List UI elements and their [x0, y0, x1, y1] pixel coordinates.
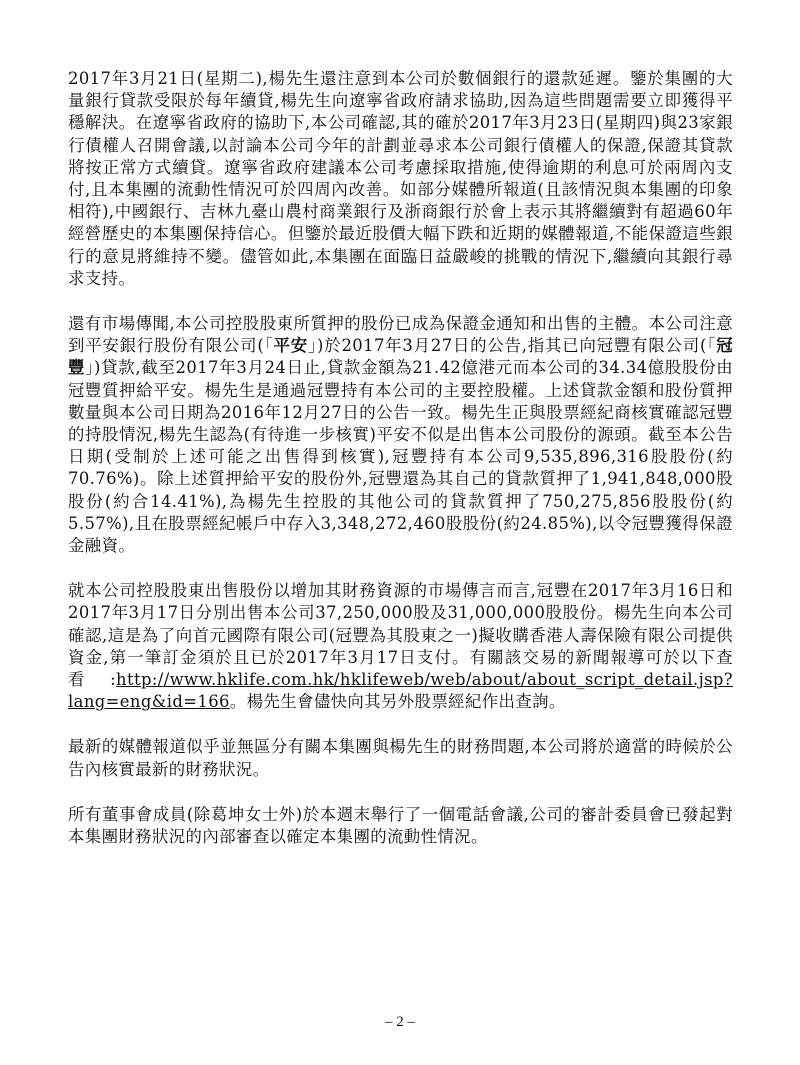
pledged-shares-text-1: 還有市場傳聞,本公司控股股東所質押的股份已成為保證金通知和出售的主體。本公司注意到平安銀行股份有限公司(「: [68, 314, 733, 356]
paragraph-board-call: 所有董事會成員(除葛坤女士外)於本週末舉行了一個電話會議,公司的審計委員會已發起對本集團財務狀況的內部審查以確定本集團的流動性情況。: [68, 804, 733, 847]
pledged-shares-text-3: 」)貸款,截至2017年3月24日止,貸款金額為21.42億港元而本公司的34.34億股股份由冠豐質押給平安。楊先生是通過冠豐持有本公司的主要控股權。上述貸款金額和股份質押數量與本公司日期為2016年12月27日的公告一致。楊先生正與股票經紀商核實確認冠豐的持股情況,楊先生認為(有待進一步核實)平安不似是出售本公司股份的源頭。截至本公告日期(受制於上述可能之出售得到核實),冠豐持有本公司9,535,896,316股股份(約70.76%)。除上述質押給平安的股份外,冠豐還為其自己的貸款質押了1,941,848,000股股份(約合14.41%),為楊先生控股的其他公司的貸款質押了750,275,856股股份(約5.57%),且在股票經紀帳戶中存入3,348,272,460股股份(約24.85%),以令冠豐獲得保證金融資。: [68, 358, 733, 556]
pledged-shares-text-2: 」)於2017年3月27日的公告,指其已向冠豐有限公司(「: [308, 336, 717, 356]
page-number: – 2 –: [385, 1014, 415, 1030]
paragraph-share-sale: [68, 580, 733, 713]
news-report-link[interactable]: http://www.hklife.com.hk/hklifeweb/web/about/about_script_detail.jsp?lang=eng&id=166: [68, 670, 733, 712]
share-sale-text-1: 就本公司控股股東出售股份以增加其財務資源的市場傳言而言,冠豐在2017年3月16日和2017年3月17日分別出售本公司37,250,000股及31,000,000股股份。楊先生向本公司確認,這是為了向首元國際有限公司(冠豐為其股東之一)擬收購香港人壽保險有限公司提供資金,第一筆訂金須於且已於2017年3月17日支付。有關該交易的新聞報導可於以下查看:: [68, 581, 733, 690]
share-sale-text-2: 。楊先生會儘快向其另外股票經紀作出查詢。: [229, 692, 566, 712]
paragraph-media-reports: 最新的媒體報道似乎並無區分有關本集團與楊先生的財務問題,本公司將於適當的時候於公告內核實最新的財務狀況。: [68, 737, 733, 779]
term-ping-an: 平安: [273, 336, 309, 356]
term-guan-feng: 冠豐: [68, 336, 733, 378]
paragraph-pledged-shares: [68, 313, 733, 557]
paragraph-bank-repayment-delay: 2017年3月21日(星期二),楊先生還注意到本公司於數個銀行的還款延遲。鑒於集團的大量銀行貸款受限於每年續貸,楊先生向遼寧省政府請求協助,因為這些問題需要立即獲得平穩解決。在遼寧省政府的協助下,本公司確認,其的確於2017年3月23日(星期四)與23家銀行債權人召開會議,以討論本公司今年的計劃並尋求本公司銀行債權人的保證,保證其貸款將按正常方式續貸。遼寧省政府建議本公司考慮採取措施,使得逾期的利息可於兩周內支付,且本集團的流動性情況可於四周內改善。如部分媒體所報道(且該情況與本集團的印象相符),中國銀行、吉林九臺山農村商業銀行及浙商銀行於會上表示其將繼續對有超過60年經營歷史的本集團保持信心。但鑒於最近股價大幅下跌和近期的媒體報道,不能保證這些銀行的意見將維持不變。儘管如此,本集團在面臨日益嚴峻的挑戰的情況下,繼續向其銀行尋求支持。: [68, 69, 733, 288]
document-body: [68, 68, 733, 871]
